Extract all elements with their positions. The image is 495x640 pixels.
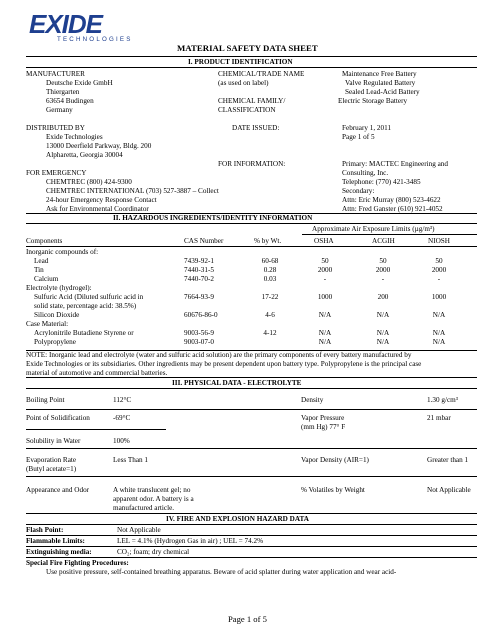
- ingredient-cell: N/A: [376, 338, 390, 346]
- divider: [26, 524, 477, 525]
- trade-name-label: CHEMICAL/TRADE NAME: [218, 70, 305, 78]
- document-title: MATERIAL SAFETY DATA SHEET: [177, 43, 318, 53]
- ingredient-name: solid state, percentage acid: 38.5%): [34, 302, 137, 310]
- manufacturer-line: Thiergarten: [46, 88, 80, 96]
- column-header-components: Components: [26, 237, 63, 245]
- ingredient-name: Acrylonitrile Butadiene Styrene or: [34, 329, 134, 337]
- divider: [26, 513, 477, 514]
- emergency-line: Ask for Environmental Coordinator: [46, 205, 149, 213]
- date-issued-value: February 1, 2011: [342, 124, 392, 132]
- ingredient-cell: 0.28: [263, 266, 277, 274]
- divider: [26, 448, 477, 449]
- vapor-density-value: Greater than 1: [427, 456, 469, 464]
- information-line: Attn: Fred Ganster (610) 921-4052: [342, 205, 443, 213]
- date-issued-label: DATE ISSUED:: [232, 124, 280, 132]
- ingredient-cell: N/A: [318, 311, 332, 319]
- density-value: 1.30 g/cm³: [427, 396, 458, 404]
- ingredient-cell: -: [323, 275, 327, 283]
- column-header-niosh: NIOSH: [428, 237, 450, 245]
- ingredient-cell: 0.03: [263, 275, 277, 283]
- emergency-label: FOR EMERGENCY: [26, 169, 87, 177]
- ingredient-name: Inorganic compounds of:: [26, 248, 99, 256]
- ingredient-name: Electrolyte (hydrogel):: [26, 284, 92, 292]
- solubility-label: Solubility in Water: [26, 437, 81, 445]
- divider: [26, 476, 477, 477]
- divider: [26, 377, 477, 378]
- ingredient-name: Silicon Dioxide: [34, 311, 80, 319]
- ingredient-cell: 4-12: [263, 329, 277, 337]
- ingredient-name: Tin: [34, 266, 44, 274]
- evaporation-rate-label: Evaporation Rate: [26, 456, 77, 464]
- ingredient-cell: 200: [377, 293, 389, 301]
- ingredient-cell: 1000: [431, 293, 447, 301]
- logo-wordmark: EXIDE: [29, 9, 103, 39]
- vapor-density-label: Vapor Density (AIR=1): [301, 456, 369, 464]
- extinguishing-media-label: Extinguishing media:: [26, 548, 92, 556]
- ingredient-cell: 17-22: [261, 293, 279, 301]
- chemical-family-sublabel: CLASSIFICATION: [218, 106, 276, 114]
- flammable-limits-value: LEL = 4.1% (Hydrogen Gas in air) ; UEL = 74.2%: [117, 537, 264, 545]
- ingredient-name: Polypropylene: [34, 338, 76, 346]
- section-title-fire-explosion: IV. FIRE AND EXPLOSION HAZARD DATA: [166, 515, 309, 523]
- emergency-line: 24-hour Emergency Response Contact: [46, 196, 157, 204]
- distributor-line: Exide Technologies: [46, 133, 103, 141]
- special-procedures-label: Special Fire Fighting Procedures:: [26, 559, 129, 567]
- ingredient-cell: 60-68: [261, 257, 279, 265]
- appearance-label: Appearance and Odor: [26, 486, 90, 494]
- solidification-label: Point of Solidification: [26, 414, 90, 422]
- information-line: Secondary:: [342, 187, 375, 195]
- exide-logo: [29, 11, 147, 45]
- trade-name-sublabel: (as used on label): [218, 79, 269, 87]
- ingredient-cell: -: [437, 275, 441, 283]
- ingredient-name: Lead: [34, 257, 49, 265]
- note-line: Exide Technologies or its subsidiaries. Other ingredients may be present dependent upon battery type. Polypropylene is the principal case: [26, 360, 422, 368]
- density-label: Density: [301, 396, 324, 404]
- distributor-line: Alpharetta, Georgia 30004: [46, 151, 123, 159]
- ingredient-cell: N/A: [432, 338, 446, 346]
- page-count-value: Page 1 of 5: [342, 133, 375, 141]
- note-line: material of automotive and commercial batteries.: [26, 369, 168, 377]
- distributed-by-label: DISTRIBUTED BY: [26, 124, 85, 132]
- ingredient-cell: 9003-56-9: [184, 329, 214, 337]
- special-procedures-value: Use positive pressure, self-contained breathing apparatus. Beware of acid splatter during water application and wear acid-: [46, 568, 397, 576]
- emergency-line: CHEMTREC (800) 424-9300: [46, 178, 132, 186]
- ingredient-cell: N/A: [318, 329, 332, 337]
- chemical-family-value: Electric Storage Battery: [338, 97, 408, 105]
- appearance-line: A white translucent gel; no: [113, 486, 191, 494]
- ingredient-cell: 7440-31-5: [184, 266, 214, 274]
- boiling-point-label: Boiling Point: [26, 396, 65, 404]
- divider: [26, 223, 477, 224]
- ingredient-cell: N/A: [376, 311, 390, 319]
- trade-name-value: Valve Regulated Battery: [345, 79, 416, 87]
- column-header-cas: CAS Number: [184, 237, 224, 245]
- logo-subtitle: TECHNOLOGIES: [57, 36, 133, 43]
- boiling-point-value: 112°C: [113, 396, 132, 404]
- divider: [26, 246, 477, 247]
- ingredient-cell: 1000: [317, 293, 333, 301]
- information-line: Primary: MACTEC Engineering and: [342, 160, 448, 168]
- ingredient-cell: 50: [321, 257, 329, 265]
- trade-name-value: Sealed Lead-Acid Battery: [345, 88, 420, 96]
- divider: [26, 546, 477, 547]
- column-header-percent: % by Wt.: [254, 237, 282, 245]
- volatiles-value: Not Applicable: [427, 486, 471, 494]
- flash-point-value: Not Applicable: [117, 526, 161, 534]
- volatiles-label: % Volatiles by Weight: [301, 486, 365, 494]
- section-title-physical-data: III. PHYSICAL DATA - ELECTROLYTE: [172, 379, 302, 387]
- chemical-family-label: CHEMICAL FAMILY/: [218, 97, 286, 105]
- manufacturer-line: 63654 Budingen: [46, 97, 94, 105]
- appearance-line: apparent odor. A battery is a: [113, 495, 194, 503]
- column-header-osha: OSHA: [314, 237, 334, 245]
- information-line: Telephone: (770) 421-3485: [342, 178, 421, 186]
- ingredient-cell: N/A: [432, 311, 446, 319]
- ingredient-cell: 60676-86-0: [184, 311, 218, 319]
- ingredient-cell: N/A: [318, 338, 332, 346]
- information-line: Attn: Eric Murray (800) 523-4622: [342, 196, 441, 204]
- ingredient-cell: 9003-07-0: [184, 338, 214, 346]
- ingredient-cell: -: [381, 275, 385, 283]
- manufacturer-line: Germany: [46, 106, 73, 114]
- divider: [26, 409, 477, 410]
- solidification-value: -69°C: [113, 414, 131, 422]
- divider: [26, 535, 477, 536]
- evaporation-rate-sublabel: (Butyl acetate=1): [26, 465, 77, 473]
- ingredient-cell: 4-6: [265, 311, 275, 319]
- emergency-line: CHEMTREC INTERNATIONAL (703) 527-3887 – Collect: [46, 187, 219, 195]
- evaporation-rate-value: Less Than 1: [113, 456, 149, 464]
- ingredient-cell: 50: [379, 257, 387, 265]
- divider: [26, 67, 477, 68]
- exposure-limits-header: Approximate Air Exposure Limits (µg/m³): [312, 225, 435, 233]
- manufacturer-line: Deutsche Exide GmbH: [46, 79, 113, 87]
- divider: [26, 429, 166, 430]
- section-title-product-identification: I. PRODUCT IDENTIFICATION: [188, 58, 293, 66]
- manufacturer-label: MANUFACTURER: [26, 70, 85, 78]
- ingredient-cell: N/A: [376, 329, 390, 337]
- distributor-line: 13000 Deerfield Parkway, Bldg. 200: [46, 142, 152, 150]
- ingredient-cell: 2000: [431, 266, 447, 274]
- divider: [302, 234, 477, 235]
- ingredient-cell: 2000: [317, 266, 333, 274]
- ingredient-cell: 2000: [375, 266, 391, 274]
- divider: [26, 388, 477, 389]
- vapor-pressure-value: 21 mbar: [427, 414, 451, 422]
- section-title-hazardous-ingredients: II. HAZARDOUS INGREDIENTS/IDENTITY INFORMATION: [113, 214, 313, 222]
- appearance-line: manufactured article.: [113, 504, 175, 512]
- column-header-acgih: ACGIH: [372, 237, 395, 245]
- information-line: Consulting, Inc.: [342, 169, 389, 177]
- ingredient-name: Sulfuric Acid (Diluted sulfuric acid in: [34, 293, 144, 301]
- trade-name-value: Maintenance Free Battery: [342, 70, 417, 78]
- ingredient-cell: 50: [435, 257, 443, 265]
- vapor-pressure-label: Vapor Pressure: [301, 414, 345, 422]
- ingredient-cell: N/A: [432, 329, 446, 337]
- flash-point-label: Flash Point:: [26, 526, 64, 534]
- divider: [26, 557, 477, 558]
- page-footer: Page 1 of 5: [228, 614, 267, 624]
- ingredient-cell: 7664-93-9: [184, 293, 214, 301]
- note-line: NOTE: Inorganic lead and electrolyte (water and sulfuric acid solution) are the primary components of every battery manufactured by: [26, 351, 412, 359]
- divider: [26, 56, 477, 57]
- flammable-limits-label: Flammable Limits:: [26, 537, 85, 545]
- ingredient-cell: 7440-70-2: [184, 275, 214, 283]
- extinguishing-media-value: CO₂; foam; dry chemical: [117, 548, 190, 556]
- solubility-value: 100%: [113, 437, 130, 445]
- ingredient-name: Case Material:: [26, 320, 69, 328]
- information-label: FOR INFORMATION:: [218, 160, 286, 168]
- vapor-pressure-sublabel: (mm Hg) 77° F: [301, 423, 346, 431]
- ingredient-name: Calcium: [34, 275, 59, 283]
- ingredient-cell: 7439-92-1: [184, 257, 214, 265]
